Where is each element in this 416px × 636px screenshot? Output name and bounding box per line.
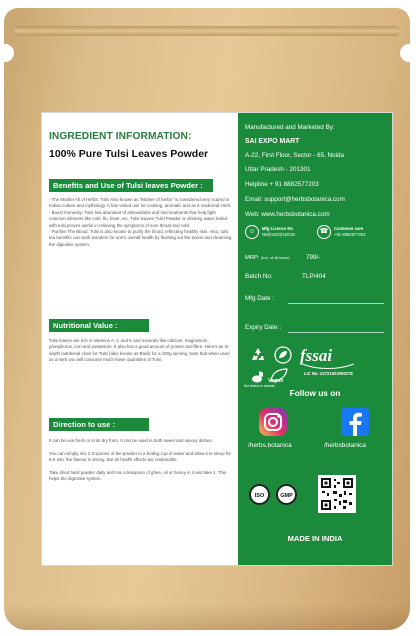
email: Email: support@herbsbotanica.com xyxy=(245,196,345,203)
direction-text: It can be use fresh or in its dry from. It can be used in both sweet and savory dishes. You can simply mix 2-3 spoons of the powder in a boiling cup of water and allow it to steep for 5-6 min. the flavour is strong. But its health effects are undeniable. Take dried basil powder daily and mix a teaspoon of ghee, oil or honey in it and take it. This helps the digestive system. xyxy=(49,438,231,482)
product-title: 100% Pure Tulsi Leaves Powder xyxy=(49,148,209,160)
not-tested-text: Not tested on animals xyxy=(244,384,275,388)
fssai-logo xyxy=(298,342,386,372)
batch-label: Batch No: xyxy=(245,273,273,280)
ingredient-panel xyxy=(42,113,238,565)
licence-icon: ☺ xyxy=(245,225,259,239)
follow-us-heading: Follow us on xyxy=(289,388,341,398)
ingredient-title: INGREDIENT INFORMATION: xyxy=(49,131,192,142)
direction-heading: Direction to use : xyxy=(49,418,149,431)
zip-seal xyxy=(14,26,400,36)
company-name: SAI EXPO MART xyxy=(245,138,300,145)
mrp-note: (incl. of all taxes) xyxy=(261,256,290,260)
customer-care-value: +91 8882577203 xyxy=(334,232,366,237)
marketed-by: Manufactured and Marketed By: xyxy=(245,124,335,131)
mfg-date-label: Mfg Date : xyxy=(245,295,275,302)
address-line-2: Uttar Pradesh - 201301 xyxy=(245,166,311,173)
address-line-1: A-22, First Floor, Sector - 65, Noida xyxy=(245,152,345,159)
gmp-badge: GMP xyxy=(276,484,297,505)
product-label xyxy=(41,112,393,566)
batch-value: TLP/404 xyxy=(302,273,326,280)
mrp-label-text: MRP: xyxy=(245,255,260,261)
iso-badge: ISO xyxy=(249,484,270,505)
expiry-label: Expiry Date : xyxy=(245,324,282,331)
company-panel xyxy=(238,113,392,565)
website: Web: www.herbsbotanica.com xyxy=(245,211,330,218)
vegan-label: Vegan xyxy=(268,378,284,384)
mfg-licence-label: Mfg Licence No xyxy=(262,226,293,231)
svg-text:fssai: fssai xyxy=(300,346,333,365)
tear-notch-left xyxy=(4,44,14,62)
qr-code-icon[interactable] xyxy=(318,475,356,513)
mrp-label xyxy=(245,254,290,262)
instagram-icon[interactable] xyxy=(258,407,288,437)
mfg-date-line xyxy=(288,303,384,304)
mfg-licence-value: NW(0220)/15/CM xyxy=(262,232,295,237)
rabbit-icon xyxy=(249,371,265,383)
helpline: Helpline + 91 8882577203 xyxy=(245,181,319,188)
fssai-licence: LIC No: 22721923000278 xyxy=(304,371,353,376)
tear-notch-right xyxy=(400,44,410,62)
bottom-gusset xyxy=(4,604,410,630)
nutrition-heading: Nutritional Value : xyxy=(49,319,149,332)
customer-care-label: Customer care xyxy=(334,226,364,231)
leaf-icon xyxy=(274,346,292,364)
benefits-heading: Benefits and Use of Tulsi leaves Powder : xyxy=(49,179,213,192)
mrp-value: 799/- xyxy=(306,254,321,261)
benefits-text: - The Mother All of Herbs: Tulsi Also known as "Mother of herbs" is considered very scared in Indian culture and mythology. It has varied use for cooking, aromatic and as a medicinal Herb. - Boost Immunity: Tulsi has abundant of antioxidants and micronutrients that help fight common ailments like cold, flu, fever, etc. Tulsi leaves/ Tulsi Powder or drinking water boiled with tulsi proves useful in relieving the symptoms of sore throat and cold. - Purifies The Blood: Tulsi is also known to purify the blood, reflecting healthy skin. Also, tulsi tea benefits can work wonders for one's overall health by flushing out the toxins and cleansing the digestive system. xyxy=(49,197,232,247)
facebook-icon[interactable] xyxy=(340,407,370,437)
recycle-icon xyxy=(249,346,267,364)
made-in-india: MADE IN INDIA xyxy=(287,534,343,543)
nutrition-text: Tulsi leaves are rich in vitamins A, C and K and minerals like calcium, magnesium, phosphorus, iron and potassium. It also has a good amount of protein and fibre. Here's an in-depth nutritional chart for Tulsi (also known as Basil) for a 100g serving. Note that when used as a herb you will consume much fewer quantities of Tulsi. xyxy=(49,338,230,363)
instagram-handle[interactable]: /herbs.botanica xyxy=(248,442,292,449)
facebook-handle[interactable]: /herbsbotanica xyxy=(324,442,366,449)
expiry-line xyxy=(288,332,384,333)
customer-care-icon: ☎ xyxy=(317,225,331,239)
